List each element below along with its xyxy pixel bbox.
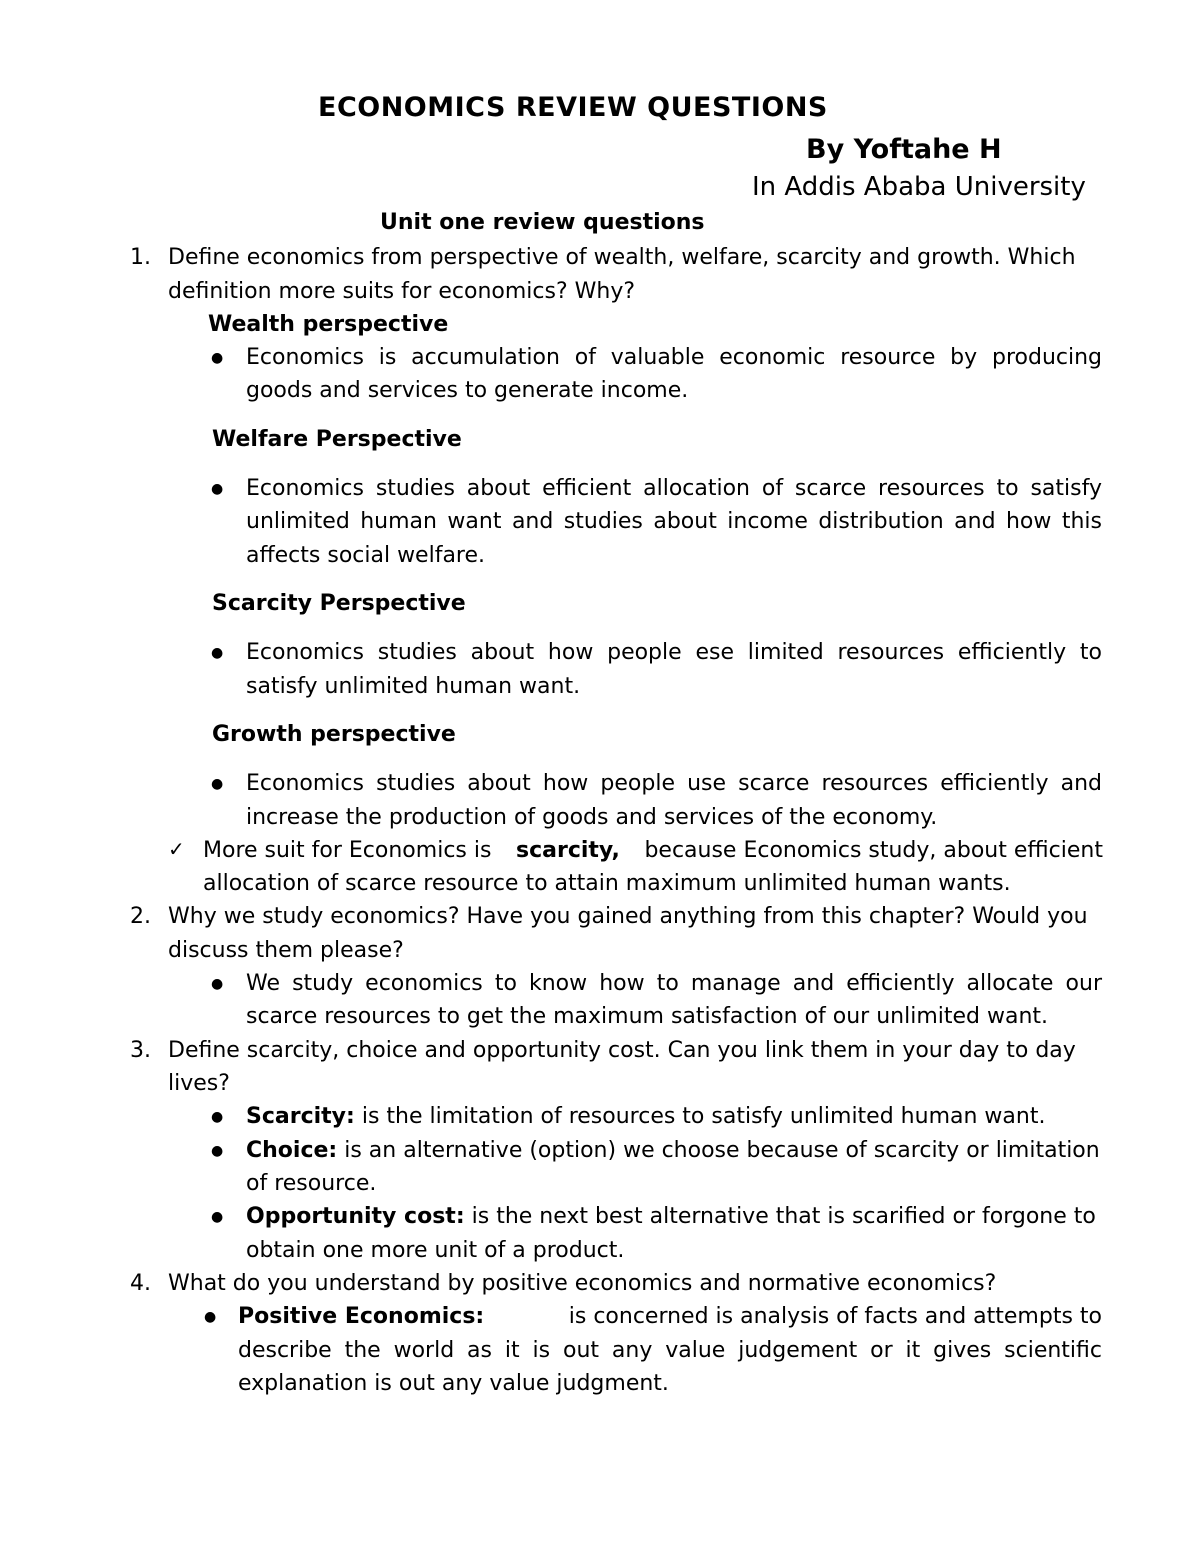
- choice-term: Choice:: [246, 1138, 338, 1163]
- wealth-heading: Wealth perspective: [208, 312, 449, 337]
- q4-text-line1: What do you understand by positive economics and normative economics?: [168, 1271, 997, 1296]
- growth-line1: Economics studies about how people use scarce resources efficiently and: [246, 771, 1102, 796]
- growth-heading: Growth perspective: [212, 722, 456, 747]
- scarcity-term: Scarcity:: [246, 1104, 355, 1129]
- welfare-line3: affects social welfare.: [246, 543, 486, 568]
- bullet-dot-icon: ●: [211, 776, 224, 792]
- bullet-dot-icon: ●: [211, 1143, 224, 1159]
- institution: In Addis Ababa University: [752, 172, 1086, 202]
- positive-economics-line1: [238, 1302, 1102, 1332]
- opportunity-cost-term: Opportunity cost:: [246, 1204, 465, 1229]
- scarcity-line2: satisfy unlimited human want.: [246, 674, 581, 699]
- conclusion-line2: allocation of scarce resource to attain maximum unlimited human wants.: [203, 871, 1011, 896]
- positive-economics-line3: explanation is out any value judgment.: [238, 1371, 669, 1396]
- bullet-dot-icon: ●: [211, 645, 224, 661]
- q3-number: 3.: [130, 1038, 151, 1063]
- q1-text-line1: Define economics from perspective of wealth, welfare, scarcity and growth. Which: [168, 245, 1076, 270]
- q2-answer-line1: We study economics to know how to manage and efficiently allocate our: [246, 971, 1102, 996]
- choice-def-line2: of resource.: [246, 1171, 377, 1196]
- scarcity-heading: Scarcity Perspective: [212, 591, 466, 616]
- q2-text-line2: discuss them please?: [168, 938, 404, 963]
- opportunity-cost-def: is the next best alternative that is scarified or forgone to: [471, 1204, 1096, 1229]
- wealth-line1: Economics is accumulation of valuable economic resource by producing: [246, 345, 1102, 370]
- scarcity-line1: Economics studies about how people ese limited resources efficiently to: [246, 640, 1102, 665]
- q2-answer-line2: scarce resources to get the maximum satisfaction of our unlimited want.: [246, 1004, 1049, 1029]
- checkmark-icon: ✓: [168, 837, 185, 861]
- bullet-dot-icon: ●: [211, 976, 224, 992]
- wealth-line2: goods and services to generate income.: [246, 378, 689, 403]
- conclusion-post: because Economics study, about efficient: [644, 838, 1103, 863]
- q1-text-line2: definition more suits for economics? Why?: [168, 279, 636, 304]
- conclusion-line1: [203, 836, 1103, 866]
- bullet-dot-icon: ●: [211, 1109, 224, 1125]
- conclusion-pre: More suit for Economics is: [203, 838, 492, 863]
- welfare-line1: Economics studies about efficient allocation of scarce resources to satisfy: [246, 476, 1102, 501]
- choice-def: is an alternative (option) we choose because of scarcity or limitation: [344, 1138, 1100, 1163]
- bullet-dot-icon: ●: [211, 481, 224, 497]
- growth-line2: increase the production of goods and services of the economy.: [246, 805, 938, 830]
- q1-number: 1.: [130, 245, 151, 270]
- choice-definition: [246, 1136, 1100, 1166]
- q4-number: 4.: [130, 1271, 151, 1296]
- positive-economics-line2: describe the world as it is out any value judgement or it gives scientific: [238, 1338, 1102, 1363]
- positive-economics-def: is concerned is analysis of facts and attempts to: [568, 1304, 1102, 1329]
- opportunity-cost-line2: obtain one more unit of a product.: [246, 1238, 625, 1263]
- bullet-dot-icon: ●: [211, 350, 224, 366]
- unit-heading: Unit one review questions: [380, 210, 705, 235]
- q3-text-line2: lives?: [168, 1071, 230, 1096]
- scarcity-definition: [246, 1102, 1045, 1132]
- q3-text-line1: Define scarcity, choice and opportunity cost. Can you link them in your day to day: [168, 1038, 1076, 1063]
- positive-economics-term: Positive Economics:: [238, 1304, 485, 1329]
- q2-number: 2.: [130, 904, 151, 929]
- author-name: By Yoftahe H: [806, 134, 1002, 165]
- welfare-line2: unlimited human want and studies about income distribution and how this: [246, 509, 1102, 534]
- conclusion-bold: scarcity,: [515, 838, 620, 863]
- bullet-dot-icon: ●: [211, 1209, 224, 1225]
- opportunity-cost-definition: [246, 1202, 1096, 1232]
- q2-text-line1: Why we study economics? Have you gained anything from this chapter? Would you: [168, 904, 1088, 929]
- scarcity-def: is the limitation of resources to satisfy unlimited human want.: [361, 1104, 1046, 1129]
- welfare-heading: Welfare Perspective: [212, 427, 462, 452]
- bullet-dot-icon: ●: [204, 1309, 217, 1325]
- document-title: ECONOMICS REVIEW QUESTIONS: [318, 92, 828, 123]
